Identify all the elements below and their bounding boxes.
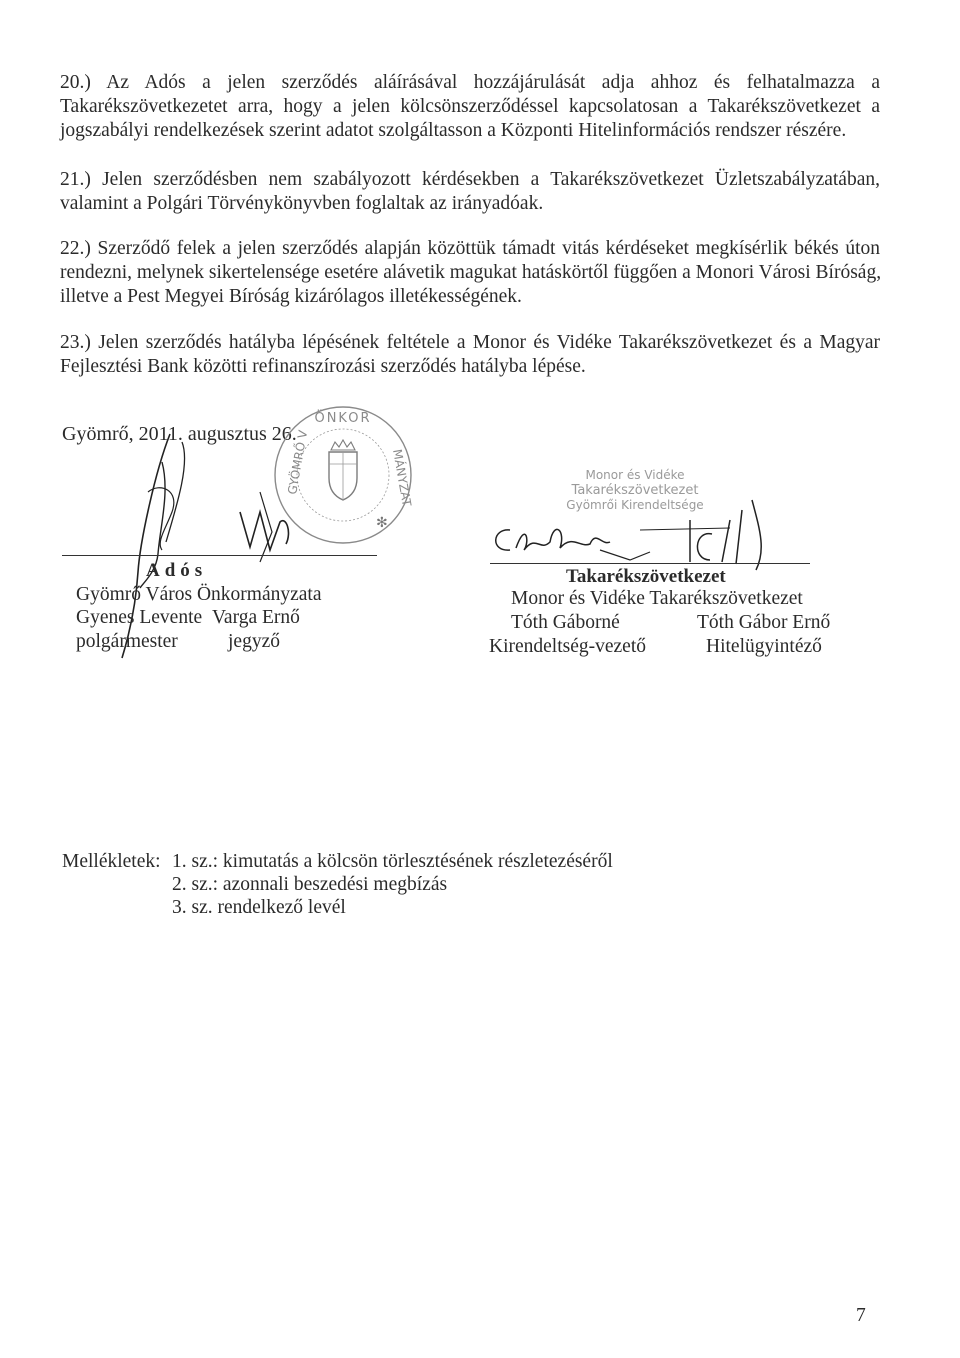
creditor-signature-line (490, 563, 810, 564)
svg-text:✻: ✻ (376, 515, 388, 531)
paragraph-20: 20.) Az Adós a jelen szerződés aláírásával hozzájárulását adja ahhoz és felhatalmazza a Takarékszövetkezetet arra, hogy a jelen kölcsönszerződéssel kapcsolatosan a Takarékszövetkezet a jogszabályi rendelkezések szerint adatot szolgáltasson a Központi Hitelinformációs rendszer részére. (60, 72, 880, 141)
debtor-heading: Adós (146, 560, 208, 581)
creditor-signer-2-name: Tóth Gábor Ernő (697, 612, 831, 633)
bank-stamp: Monor és Vidéke Takarékszövetkezet Gyömrői Kirendeltsége (566, 468, 704, 512)
svg-text:ÖNKOR: ÖNKOR (314, 411, 372, 426)
creditor-signer-1-role: Kirendeltség-vezető (489, 636, 647, 657)
paragraph-number: 20.) (60, 72, 91, 93)
debtor-org: Gyömrő Város Önkormányzata (76, 584, 322, 605)
debtor-signer-2-name: Varga Ernő (212, 607, 300, 628)
page-number: 7 (856, 1305, 866, 1326)
place-date: Gyömrő, 2011. augusztus 26. (62, 423, 297, 445)
svg-text:GYÖMRŐ V: GYÖMRŐ V (285, 429, 311, 496)
svg-text:MÁNYZAT: MÁNYZAT (390, 448, 414, 508)
creditor-signer-2-role: Hitelügyintéző (706, 636, 822, 657)
creditor-heading: Takarékszövetkezet (566, 566, 726, 587)
paragraph-21: 21.) Jelen szerződésben nem szabályozott kérdésekben a Takarékszövetkezet Üzletszabályzatában, valamint a Polgári Törvénykönyvben foglaltak az irányadóak. (60, 169, 880, 214)
paragraph-number: 23.) (60, 332, 91, 353)
attachment-item: 1. sz.: kimutatás a kölcsön törlesztésének részletezéséről (172, 851, 613, 872)
attachment-item: 3. sz. rendelkező levél (172, 897, 346, 918)
creditor-signer-1-name: Tóth Gáborné (511, 612, 620, 633)
debtor-signer-1-name: Gyenes Levente (76, 607, 203, 628)
attachments-label: Mellékletek: (62, 851, 161, 872)
paragraph-23: 23.) Jelen szerződés hatályba lépésének feltétele a Monor és Vidéke Takarékszövetkezet és a Magyar Fejlesztési Bank közötti refinanszírozási szerződés hatályba lépése. (60, 332, 881, 377)
creditor-org: Monor és Vidéke Takarékszövetkezet (511, 588, 803, 609)
paragraph-number: 21.) (60, 169, 91, 190)
paragraph-22: 22.) Szerződő felek a jelen szerződés alapján közöttük támadt vitás kérdéseket megkísérlik békés úton rendezni, melynek sikertelensége esetére alávetik magukat hatáskörtől függően a Monori Városi Bíróság, illetve a Pest Megyei Bíróság kizárólagos illetékességének. (60, 238, 882, 307)
attachment-item: 2. sz.: azonnali beszedési megbízás (172, 874, 448, 895)
debtor-signature-line (62, 555, 377, 556)
paragraph-number: 22.) (60, 238, 91, 259)
debtor-signer-1-role: polgármester (76, 631, 178, 652)
debtor-signer-2-role: jegyző (228, 631, 280, 652)
